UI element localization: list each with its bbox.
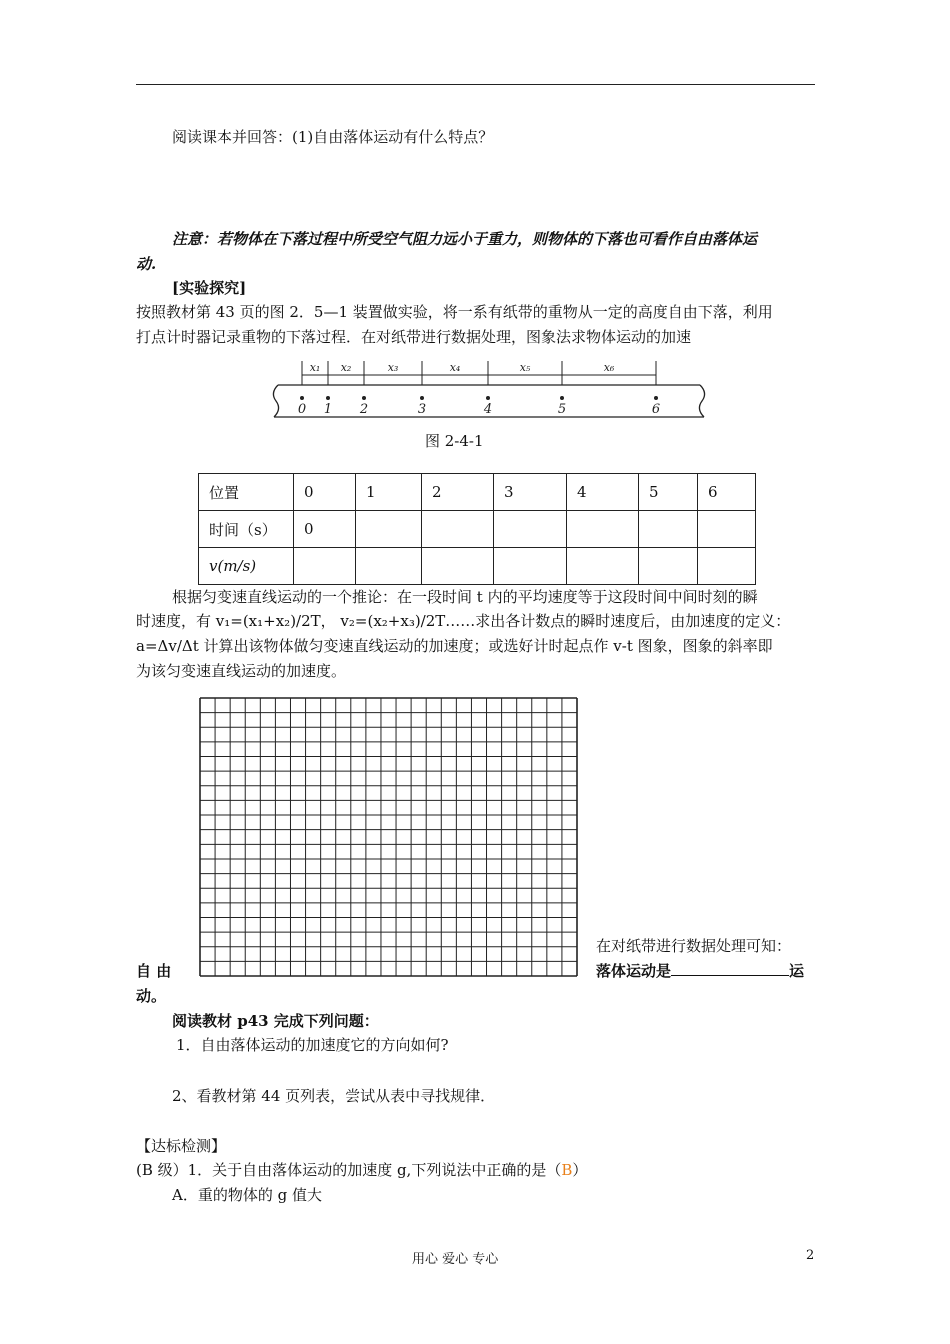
point-label: 5 [557,402,567,417]
page-number: 2 [806,1248,815,1263]
table-cell: 0 [294,474,356,511]
table-cell [356,511,422,548]
table-cell [698,511,756,548]
table-cell [422,548,494,585]
figure-caption: 图 2-4-1 [425,432,484,450]
segment-label: x₄ [449,361,461,374]
point-label: 0 [297,402,307,417]
segment-label: x₂ [340,361,352,374]
reading-question: 阅读课本并回答：(1)自由落体运动有什么特点？ [172,128,494,146]
mc-question-1 [136,1159,587,1180]
note-line-2: 动. [136,255,157,273]
segment-label: x₆ [603,361,615,374]
segment-label: x₃ [387,361,399,374]
question-2: 2、看教材第 44 页列表，尝试从表中寻找规律． [172,1087,496,1105]
table-cell [356,548,422,585]
point-label: 1 [323,402,333,417]
tape-left-edge [273,385,278,417]
graph-paper-grid [199,697,578,977]
mc-question-close: ） [572,1161,588,1179]
note-line-1: 注意：若物体在下落过程中所受空气阻力远小于重力，则物体的下落也可看作自由落体运 [172,230,758,248]
conclusion-end: 运 [789,962,805,980]
conclusion-line-2 [596,960,804,981]
inference-line-2: 时速度，有 v₁=(x₁+x₂)/2T， v₂=(x₂+x₃)/2T……求出各计数点的瞬时速度后，由加速度的定义： [136,612,791,630]
conclusion-text: 落体运动是 [596,962,672,980]
conclusion-left-fragment: 自 由 [136,962,172,980]
table-cell [639,548,698,585]
experiment-heading: [实验探究] [172,279,247,297]
table-cell: 0 [294,511,356,548]
question-1: 1．自由落体运动的加速度它的方向如何? [176,1036,449,1054]
point-label: 3 [417,402,427,417]
table-cell: v(m/s) [199,548,294,585]
table-cell: 时间（s） [199,511,294,548]
table-cell: 3 [494,474,567,511]
table-row [199,548,756,585]
point-label: 2 [359,402,369,417]
check-heading: 【达标检测】 [136,1137,227,1155]
mc-answer: B [561,1161,573,1179]
table-cell [639,511,698,548]
table-cell [698,548,756,585]
table-cell: 2 [422,474,494,511]
point-label: 4 [483,402,493,417]
table-row [199,474,756,511]
table-cell: 6 [698,474,756,511]
table-cell [567,548,639,585]
inference-line-4: 为该匀变速直线运动的加速度。 [136,662,347,680]
reading-heading: 阅读教材 p43 完成下列问题： [172,1012,379,1030]
table-cell: 1 [356,474,422,511]
table-cell [567,511,639,548]
conclusion-wrap: 动。 [136,987,167,1005]
table-cell: 位置 [199,474,294,511]
header-rule [136,84,815,85]
answer-blank[interactable] [671,961,789,976]
segment-label: x₁ [309,361,321,374]
footer-motto: 用心 爱心 专心 [412,1252,499,1267]
table-row [199,511,756,548]
tape-right-edge [699,385,704,417]
segment-label: x₅ [519,361,531,374]
table-cell: 5 [639,474,698,511]
table-cell [494,548,567,585]
table-cell: 4 [567,474,639,511]
mc-question-text: (B 级）1．关于自由落体运动的加速度 g,下列说法中正确的是（ [136,1161,562,1179]
mc-option-a: A．重的物体的 g 值大 [172,1186,322,1204]
paper-tape-figure [264,355,714,427]
table-cell [422,511,494,548]
point-label: 6 [651,402,661,417]
tape-dots [300,396,658,400]
position-time-table [198,473,756,585]
conclusion-line-1: 在对纸带进行数据处理可知： [596,937,792,955]
experiment-line-1: 按照教材第 43 页的图 2．5—1 装置做实验，将一系有纸带的重物从一定的高度自由下落，利用 [136,303,773,321]
table-cell [494,511,567,548]
inference-line-1: 根据匀变速直线运动的一个推论：在一段时间 t 内的平均速度等于这段时间中间时刻的瞬 [172,588,758,606]
experiment-line-2: 打点计时器记录重物的下落过程．在对纸带进行数据处理，图象法求物体运动的加速 [136,328,692,346]
inference-line-3: a=Δv/Δt 计算出该物体做匀变速直线运动的加速度；或选好计时起点作 v-t 图象，图象的斜率即 [136,637,773,655]
table-cell [294,548,356,585]
